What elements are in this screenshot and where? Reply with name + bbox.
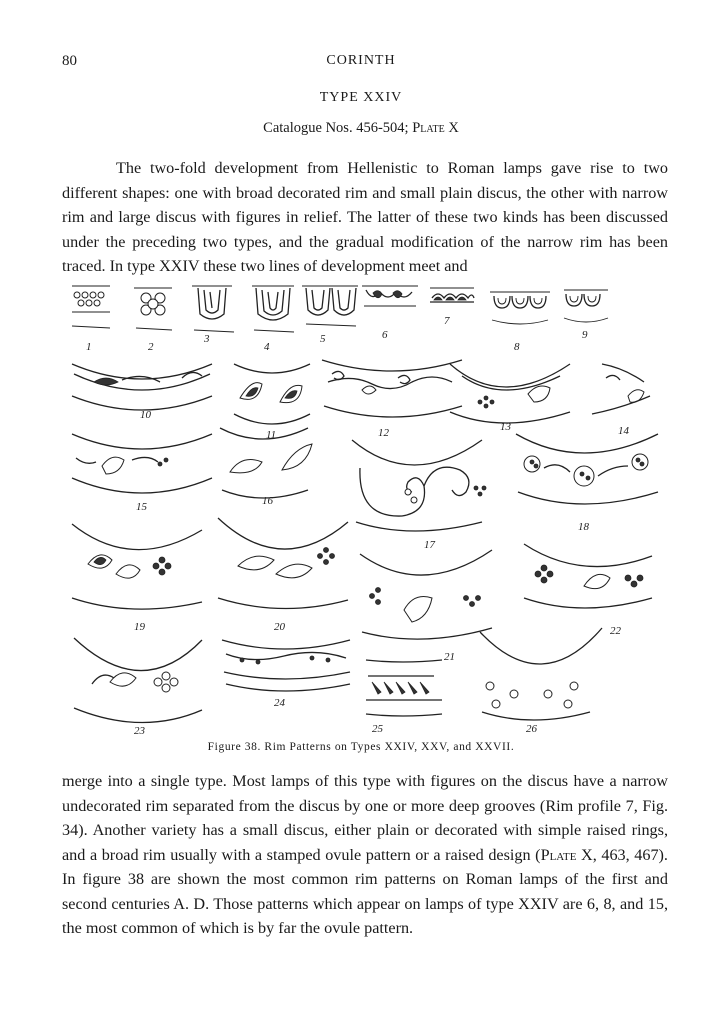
- figure-label: 4: [264, 341, 270, 353]
- pattern-19: [72, 524, 202, 609]
- figure-label: 18: [578, 521, 589, 533]
- figure-label: 12: [378, 427, 389, 439]
- pattern-20: [218, 518, 348, 609]
- pattern-9: [564, 290, 608, 322]
- figure-label: 3: [204, 333, 210, 345]
- subtitle-prefix: Catalogue Nos. 456-504;: [263, 120, 409, 136]
- pattern-17: [352, 440, 486, 531]
- pattern-10: [72, 364, 212, 410]
- pattern-11: [234, 364, 310, 424]
- paragraph-2-part-1: merge into a single type. Most lamps of this type with figures on the discus have a narrow undecorated rim separated from the discus by one or more deep grooves (Rim profile 7, Fig. 34). Another variety has a small discus, either plain or decorated with simple raised rings, and a broad rim usually with a stamped ovule pattern or a raised design (: [62, 772, 668, 864]
- figure-label: 20: [274, 621, 285, 633]
- figure-label: 23: [134, 725, 145, 737]
- paragraph-2-part-2: X, 463, 467). In figure 38 are shown the most common rim patterns on Roman lamps of the first and second centuries A. D. Those patterns which appear on lamps of type XXIV are 6, 8, and 15, the most common of which is by far the ovule pattern.: [62, 845, 668, 937]
- pattern-1: [72, 286, 110, 328]
- pattern-12: [322, 360, 462, 417]
- pattern-13: [450, 364, 570, 423]
- pattern-3: [192, 286, 234, 332]
- figure-38: [62, 278, 668, 738]
- pattern-5: [302, 286, 358, 326]
- pattern-2: [134, 288, 172, 330]
- figure-caption: Figure 38. Rim Patterns on Types XXIV, XXV, and XXVII.: [207, 741, 515, 753]
- rim-patterns-drawing: [62, 278, 668, 738]
- page-number: 80: [62, 53, 77, 69]
- figure-label: 24: [274, 697, 285, 709]
- catalogue-subtitle: [0, 120, 722, 137]
- figure-label: 8: [514, 341, 520, 353]
- pattern-7: [430, 288, 474, 302]
- pattern-4: [252, 286, 294, 332]
- figure-label: 11: [266, 429, 277, 441]
- paragraph-2-plate: Plate: [540, 845, 577, 864]
- figure-label: 1: [86, 341, 92, 353]
- figure-label: 17: [424, 539, 435, 551]
- running-title: CORINTH: [326, 53, 396, 68]
- pattern-18: [516, 434, 658, 504]
- pattern-23: [74, 638, 202, 723]
- pattern-14: [592, 364, 650, 414]
- figure-label: 14: [618, 425, 629, 437]
- pattern-6: [362, 286, 418, 306]
- figure-label: 16: [262, 495, 273, 507]
- figure-label: 5: [320, 333, 326, 345]
- figure-label: 10: [140, 409, 151, 421]
- subtitle-plate: Plate: [412, 120, 445, 136]
- pattern-15: [72, 434, 212, 493]
- figure-label: 25: [372, 723, 383, 735]
- figure-label: 13: [500, 421, 511, 433]
- subtitle-plate-number: X: [448, 120, 459, 136]
- figure-label: 6: [382, 329, 388, 341]
- figure-label: 7: [444, 315, 450, 327]
- pattern-25: [366, 660, 442, 716]
- figure-label: 15: [136, 501, 147, 513]
- pattern-21: [360, 550, 492, 639]
- figure-label: 9: [582, 329, 588, 341]
- figure-label: 2: [148, 341, 154, 353]
- body-paragraph-2: [62, 769, 668, 941]
- figure-label: 26: [526, 723, 537, 735]
- figure-label: 21: [444, 651, 455, 663]
- pattern-8: [490, 292, 550, 324]
- pattern-24: [222, 640, 350, 691]
- pattern-26: [480, 628, 602, 720]
- pattern-22: [524, 544, 652, 608]
- body-paragraph-1: The two-fold development from Hellenistic to Roman lamps gave rise to two different shapes: one with broad decorated rim and small plain discus, the other with narrow rim and large discus with figures in relief. The latter of these two kinds has been discussed under the preceding two types, and the gradual modification of the narrow rim has been traced. In type XXIV these two lines of development meet and: [62, 159, 668, 275]
- section-title: TYPE XXIV: [319, 90, 403, 105]
- pattern-16: [220, 428, 312, 498]
- figure-label: 22: [610, 625, 621, 637]
- figure-label: 19: [134, 621, 145, 633]
